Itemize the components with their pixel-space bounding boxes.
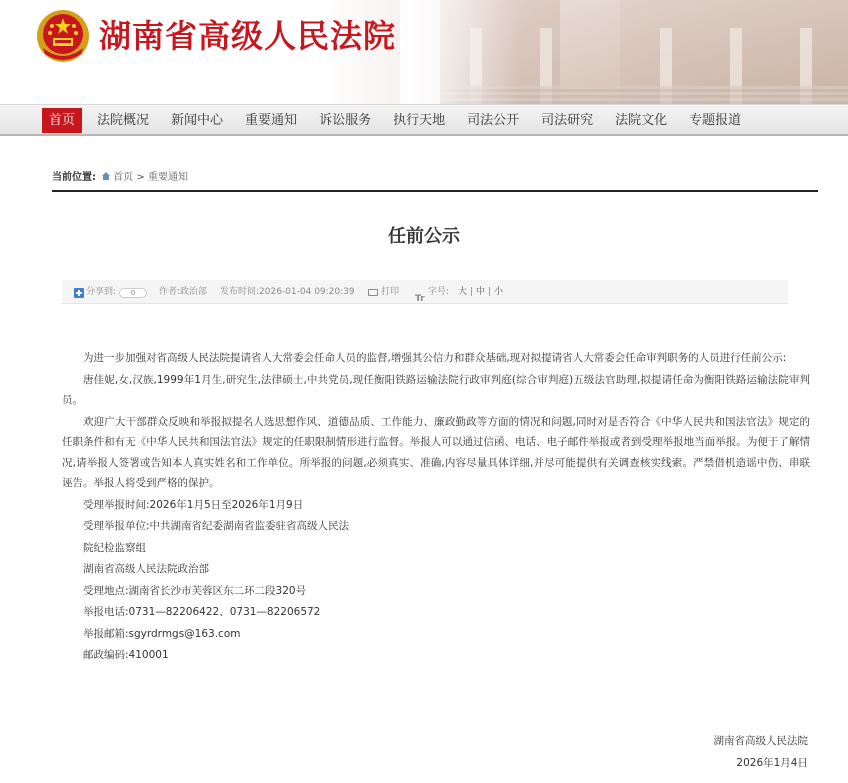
nav-item-enforcement[interactable]: 执行天地 — [393, 113, 446, 128]
nav-item-court-overview[interactable]: 法院概况 — [97, 113, 150, 128]
article-paragraph: 为进一步加强对省高级人民法院提请省人大常委会任命人员的监督,增强其公信力和群众基础,现对拟提请省人大常委会任命审判职务的人员进行任前公示: — [83, 352, 787, 364]
site-title[interactable]: 湖南省高级人民法院 — [99, 17, 397, 55]
nav-item-litigation-services[interactable]: 诉讼服务 — [319, 113, 372, 128]
nav-item-home[interactable]: 首页 — [42, 108, 82, 133]
font-size-icon: Tr — [415, 294, 425, 304]
share-label[interactable]: 分享到: — [86, 287, 117, 297]
nav-item-judicial-research[interactable]: 司法研究 — [541, 113, 594, 128]
font-size-small[interactable]: 小 — [494, 287, 504, 297]
nav-item-judicial-openness[interactable]: 司法公开 — [467, 113, 520, 128]
font-size-separator: | — [488, 287, 492, 297]
breadcrumb-separator: > — [136, 172, 145, 183]
nav-item-court-culture[interactable]: 法院文化 — [615, 113, 668, 128]
share-count: 0 — [119, 288, 147, 298]
print-icon[interactable] — [368, 289, 378, 296]
article-paragraph: 受理地点:湖南省长沙市芙蓉区东二环二段320号 — [83, 584, 307, 597]
article-paragraph: 唐佳妮,女,汉族,1999年1月生,研究生,法律硕士,中共党员,现任衡阳铁路运输法院行政审判庭(综合审判庭)五级法官助理,拟提请任命为衡阳铁路运输法院审判员。 — [62, 373, 810, 406]
header-banner — [0, 0, 848, 104]
font-size-label: 字号: — [428, 287, 450, 297]
home-icon — [101, 171, 111, 181]
font-size-medium[interactable]: 中 — [476, 287, 486, 297]
breadcrumb-label: 当前位置: — [52, 172, 96, 183]
article-paragraph: 举报电话:0731—82206422、0731—82206572 — [83, 606, 321, 618]
font-size-large[interactable]: 大 — [458, 287, 468, 297]
article-title: 任前公示 — [388, 226, 460, 247]
nav-item-important-notices[interactable]: 重要通知 — [245, 113, 298, 128]
print-link[interactable]: 打印 — [381, 287, 400, 297]
national-emblem-icon — [35, 8, 91, 64]
article-publish-time: 发布时间:2026-01-04 09:20:39 — [220, 287, 355, 297]
article-paragraph: 欢迎广大干部群众反映和举报拟提名人选思想作风、道德品质、工作能力、廉政勤政等方面的情况和问题,同时对是否符合《中华人民共和国法官法》规定的任职条件和有无《中华人民共和国法官法》规定的任职限制情形进行监督。举报人可以通过信函、电话、电子邮件举报或者到受理举报地当面举报。为便于了解情况,请举报人签署或告知本人真实姓名和工作单位。所举报的问题,必须真实、准确,内容尽量具体详细,并尽可能提供有关调查核实线索。严禁借机造谣中伤、串联诬告。举报人将受到严格的保护。 — [62, 415, 810, 489]
article-paragraph: 院纪检监察组 — [83, 541, 146, 554]
article-paragraph: 受理举报时间:2026年1月5日至2026年1月9日 — [83, 498, 304, 511]
main-nav — [0, 104, 848, 136]
signature-date: 2026年1月4日 — [736, 757, 808, 769]
breadcrumb-home-link[interactable]: 首页 — [113, 172, 134, 183]
article-body — [62, 348, 810, 667]
article-info-bar — [62, 280, 788, 304]
breadcrumb-current[interactable]: 重要通知 — [147, 172, 188, 183]
article-paragraph: 受理举报单位:中共湖南省纪委湖南省监委驻省高级人民法 — [83, 520, 350, 532]
article-paragraph: 邮政编码:410001 — [83, 649, 169, 661]
article-paragraph: 举报邮箱:sgyrdrmgs@163.com — [83, 627, 241, 640]
nav-item-special-reports[interactable]: 专题报道 — [689, 113, 742, 128]
article-paragraph: 湖南省高级人民法院政治部 — [83, 563, 209, 575]
article-author: 作者:政治部 — [159, 287, 208, 297]
nav-item-news-center[interactable]: 新闻中心 — [171, 113, 224, 128]
font-size-separator: | — [470, 287, 474, 297]
share-icon[interactable] — [74, 288, 84, 298]
breadcrumb — [52, 170, 818, 192]
signature-organization: 湖南省高级人民法院 — [713, 735, 808, 747]
